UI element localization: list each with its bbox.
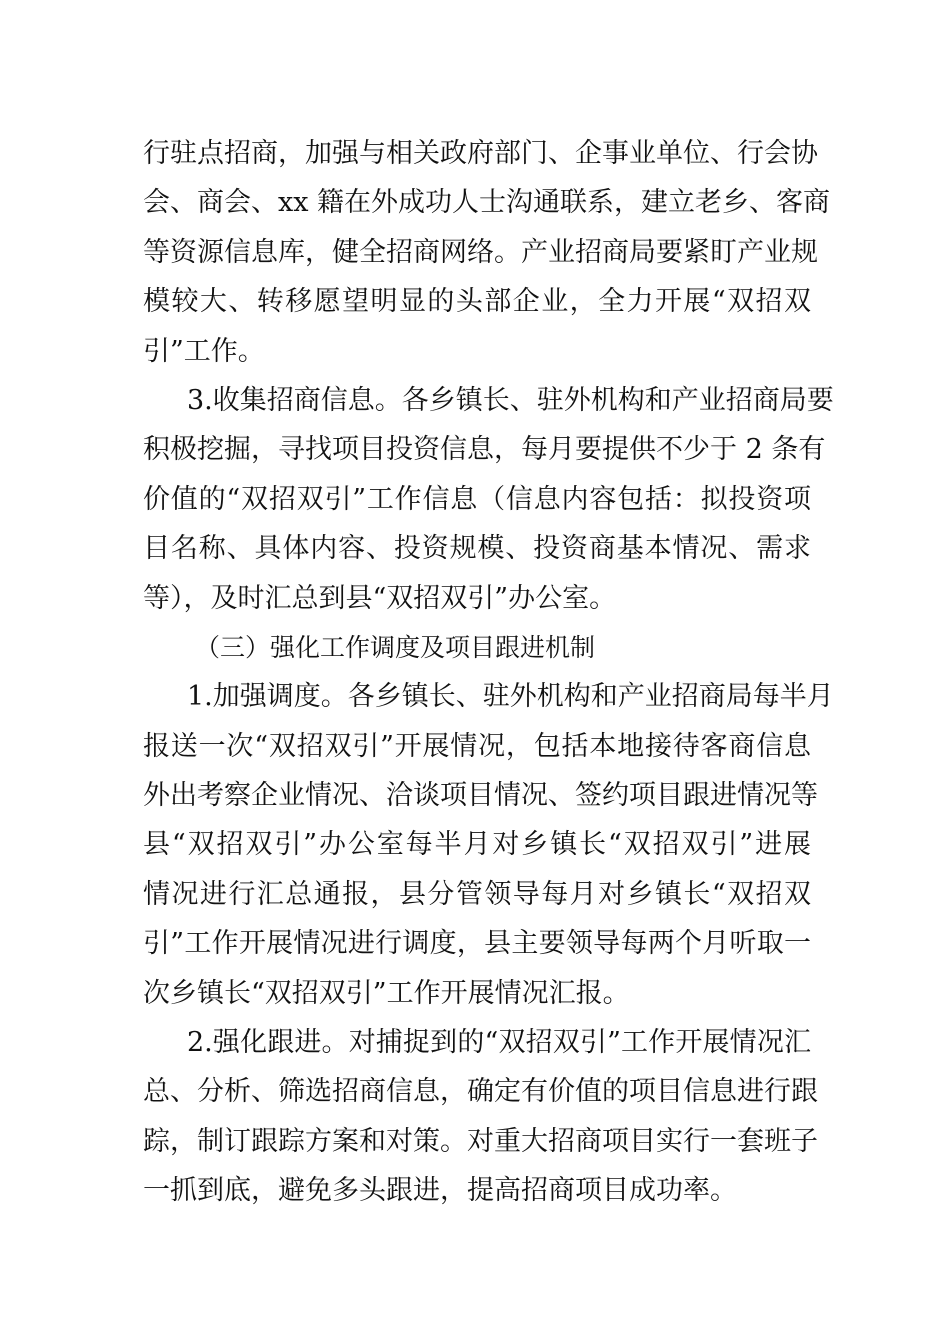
body-line: 次乡镇长“双招双引”工作开展情况汇报。 xyxy=(143,977,630,1009)
section-heading: （三）强化工作调度及项目跟进机制 xyxy=(195,632,596,662)
body-line: 踪，制订跟踪方案和对策。对重大招商项目实行一套班子 xyxy=(143,1125,818,1157)
body-line: 积极挖掘，寻找项目投资信息，每月要提供不少于 2 条有 xyxy=(143,434,826,466)
item-3-line: 3.收集招商信息。各乡镇长、驻外机构和产业招商局要 xyxy=(187,384,834,416)
body-line: 县“双招双引”办公室每半月对乡镇长“双招双引”进展 xyxy=(143,829,811,861)
item-2-line: 2.强化跟进。对捕捉到的“双招双引”工作开展情况汇 xyxy=(187,1027,811,1059)
body-line: 行驻点招商，加强与相关政府部门、企事业单位、行会协 xyxy=(143,138,818,169)
body-line: 目名称、具体内容、投资规模、投资商基本情况、需求 xyxy=(143,533,811,565)
body-line: 等），及时汇总到县“双招双引”办公室。 xyxy=(143,582,617,614)
body-line: 总、分析、筛选招商信息，确定有价值的项目信息进行跟 xyxy=(143,1076,818,1108)
document-body xyxy=(143,129,834,1216)
body-line: 引”工作开展情况进行调度，县主要领导每两个月听取一 xyxy=(143,928,811,960)
body-line: 模较大、转移愿望明显的头部企业，全力开展“双招双 xyxy=(143,286,811,318)
body-line: 等资源信息库，健全招商网络。产业招商局要紧盯产业规 xyxy=(143,236,818,268)
body-line: 会、商会、xx 籍在外成功人士沟通联系，建立老乡、客商 xyxy=(143,187,831,219)
body-line: 一抓到底，避免多头跟进，提高招商项目成功率。 xyxy=(143,1175,737,1207)
body-line: 引”工作。 xyxy=(143,335,265,367)
item-1-line: 1.加强调度。各乡镇长、驻外机构和产业招商局每半月 xyxy=(187,681,834,713)
body-line: 情况进行汇总通报，县分管领导每月对乡镇长“双招双 xyxy=(143,878,811,910)
body-line: 报送一次“双招双引”开展情况，包括本地接待客商信息 xyxy=(143,730,811,762)
body-line: 价值的“双招双引”工作信息（信息内容包括：拟投资项 xyxy=(143,483,811,515)
body-line: 外出考察企业情况、洽谈项目情况、签约项目跟进情况等 xyxy=(143,780,818,812)
